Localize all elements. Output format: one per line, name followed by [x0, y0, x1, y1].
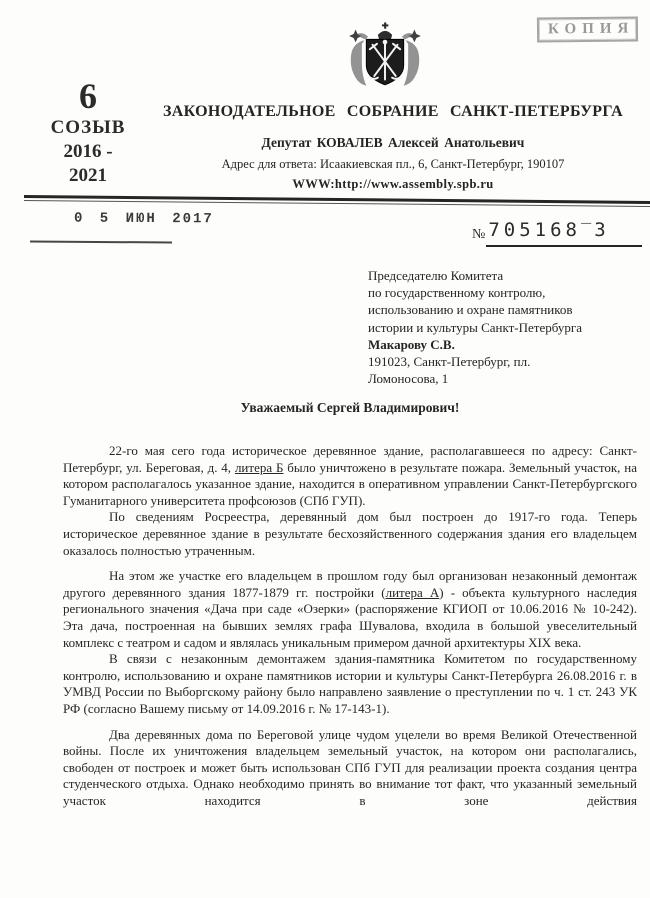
- date-stamp-underline: [30, 241, 172, 244]
- paragraph-3-underlined: литера А: [385, 584, 440, 600]
- addressee-line: истории и культуры Санкт-Петербурга: [368, 319, 582, 335]
- number-digits: 705168: [488, 219, 581, 241]
- addressee-line: использованию и охране памятников: [368, 302, 573, 318]
- addressee-line: по государственному контролю,: [368, 285, 546, 301]
- organization-name: ЗАКОНОДАТЕЛЬНОЕ СОБРАНИЕ САНКТ-ПЕТЕРБУРГА: [163, 103, 623, 120]
- registration-number: [472, 219, 610, 243]
- number-underline: [486, 245, 642, 247]
- letterhead: [142, 101, 644, 192]
- deputy-name-line: Депутат КОВАЛЕВ Алексей Анатольевич: [261, 135, 525, 150]
- paragraph-3-text: ) - объекта культурного наследия регионального значения «Дача при саде «Озерки» (распоряжение КГИОП от 10.06.2016 № 10-242). Эта дача, построенная на бывших землях графа Шувалова, входила в большой увеселительный комплекс с театром и садом и являлась уникальным примером дачной архитектуры XIX века.: [63, 584, 637, 650]
- paragraph-3: [63, 568, 637, 651]
- paragraph-1-underlined: литера Б: [234, 459, 284, 475]
- coat-of-arms-graphic: [336, 22, 434, 112]
- convocation-years-start: 2016 -: [63, 141, 113, 162]
- addressee-name: Макарову С.В.: [368, 336, 455, 352]
- addressee-address-line: Ломоносова, 1: [368, 371, 449, 387]
- copy-stamp: [537, 16, 639, 42]
- letter-body: [63, 443, 637, 809]
- spb-coat-of-arms-icon: [336, 22, 434, 112]
- convocation-word: СОЗЫВ: [50, 117, 126, 138]
- paragraph-2: По сведениям Росреестра, деревянный дом был построен до 1917-го года. Теперь историческое деревянное здание в результате бесхозяйственного содержания здания его владельцем оказалось полностью утраченным.: [63, 509, 637, 558]
- number-suffix: 3: [594, 219, 610, 241]
- paragraph-1-text: было уничтожено в результате пожара. Земельный участок, на котором располагалось указанное здание, находится в оперативном управлении Санкт-Петербургского Гуманитарного университета профсоюзов (СПб ГУП).: [63, 459, 637, 508]
- copy-stamp-label: КОПИЯ: [547, 20, 635, 38]
- convocation-block: [40, 78, 136, 187]
- paragraph-1: [63, 443, 637, 509]
- addressee-block: [368, 267, 582, 387]
- addressee-line: Председателю Комитета: [368, 268, 504, 283]
- paragraph-1-text: 22-го мая сего года историческое деревянное здание, располагавшееся по адресу: Санкт-Петербург, ул. Береговая, д. 4,: [63, 443, 637, 475]
- addressee-address-line: 191023, Санкт-Петербург, пл.: [368, 354, 531, 370]
- number-dash: ‾: [581, 221, 592, 241]
- number-sign: №: [472, 227, 486, 242]
- incoming-date-stamp: 0 5 ИЮН 2017: [73, 210, 214, 228]
- paragraph-5: Два деревянных дома по Береговой улице чудом уцелели во время Великой Отечественной войны. После их уничтожения владельцем земельный участок, на котором они располагались, свободен от построек и может быть использован СПб ГУП для реализации проекта создания центра студенческого отдыха. Однако необходимо принять во внимание тот факт, что указанный земельный участок находится в зоне действия: [63, 726, 637, 808]
- convocation-years-end: 2021: [69, 165, 107, 186]
- paragraph-4: В связи с незаконным демонтажем здания-памятника Комитетом по государственному контролю, использованию и охране памятников истории и культуры Санкт-Петербурга 26.08.2016 г. в УМВД России по Выборгскому району было направлено заявление о преступлении по ч. 1 ст. 243 УК РФ (согласно Вашему письму от 14.09.2016 г. № 17-143-1).: [63, 651, 637, 716]
- paragraph-3-text: На этом же участке его владельцем в прошлом году был организован незаконный демонтаж другого деревянного здания 1877-1879 гг. постройки (: [63, 568, 637, 600]
- salutation: Уважаемый Сергей Владимирович!: [240, 400, 460, 415]
- convocation-number: 6: [79, 76, 97, 116]
- reply-address-line: Адрес для ответа: Исаакиевская пл., 6, Санкт-Петербург, 190107: [221, 157, 565, 171]
- website-line: WWW:http://www.assembly.spb.ru: [292, 177, 494, 191]
- header-divider: [24, 195, 650, 207]
